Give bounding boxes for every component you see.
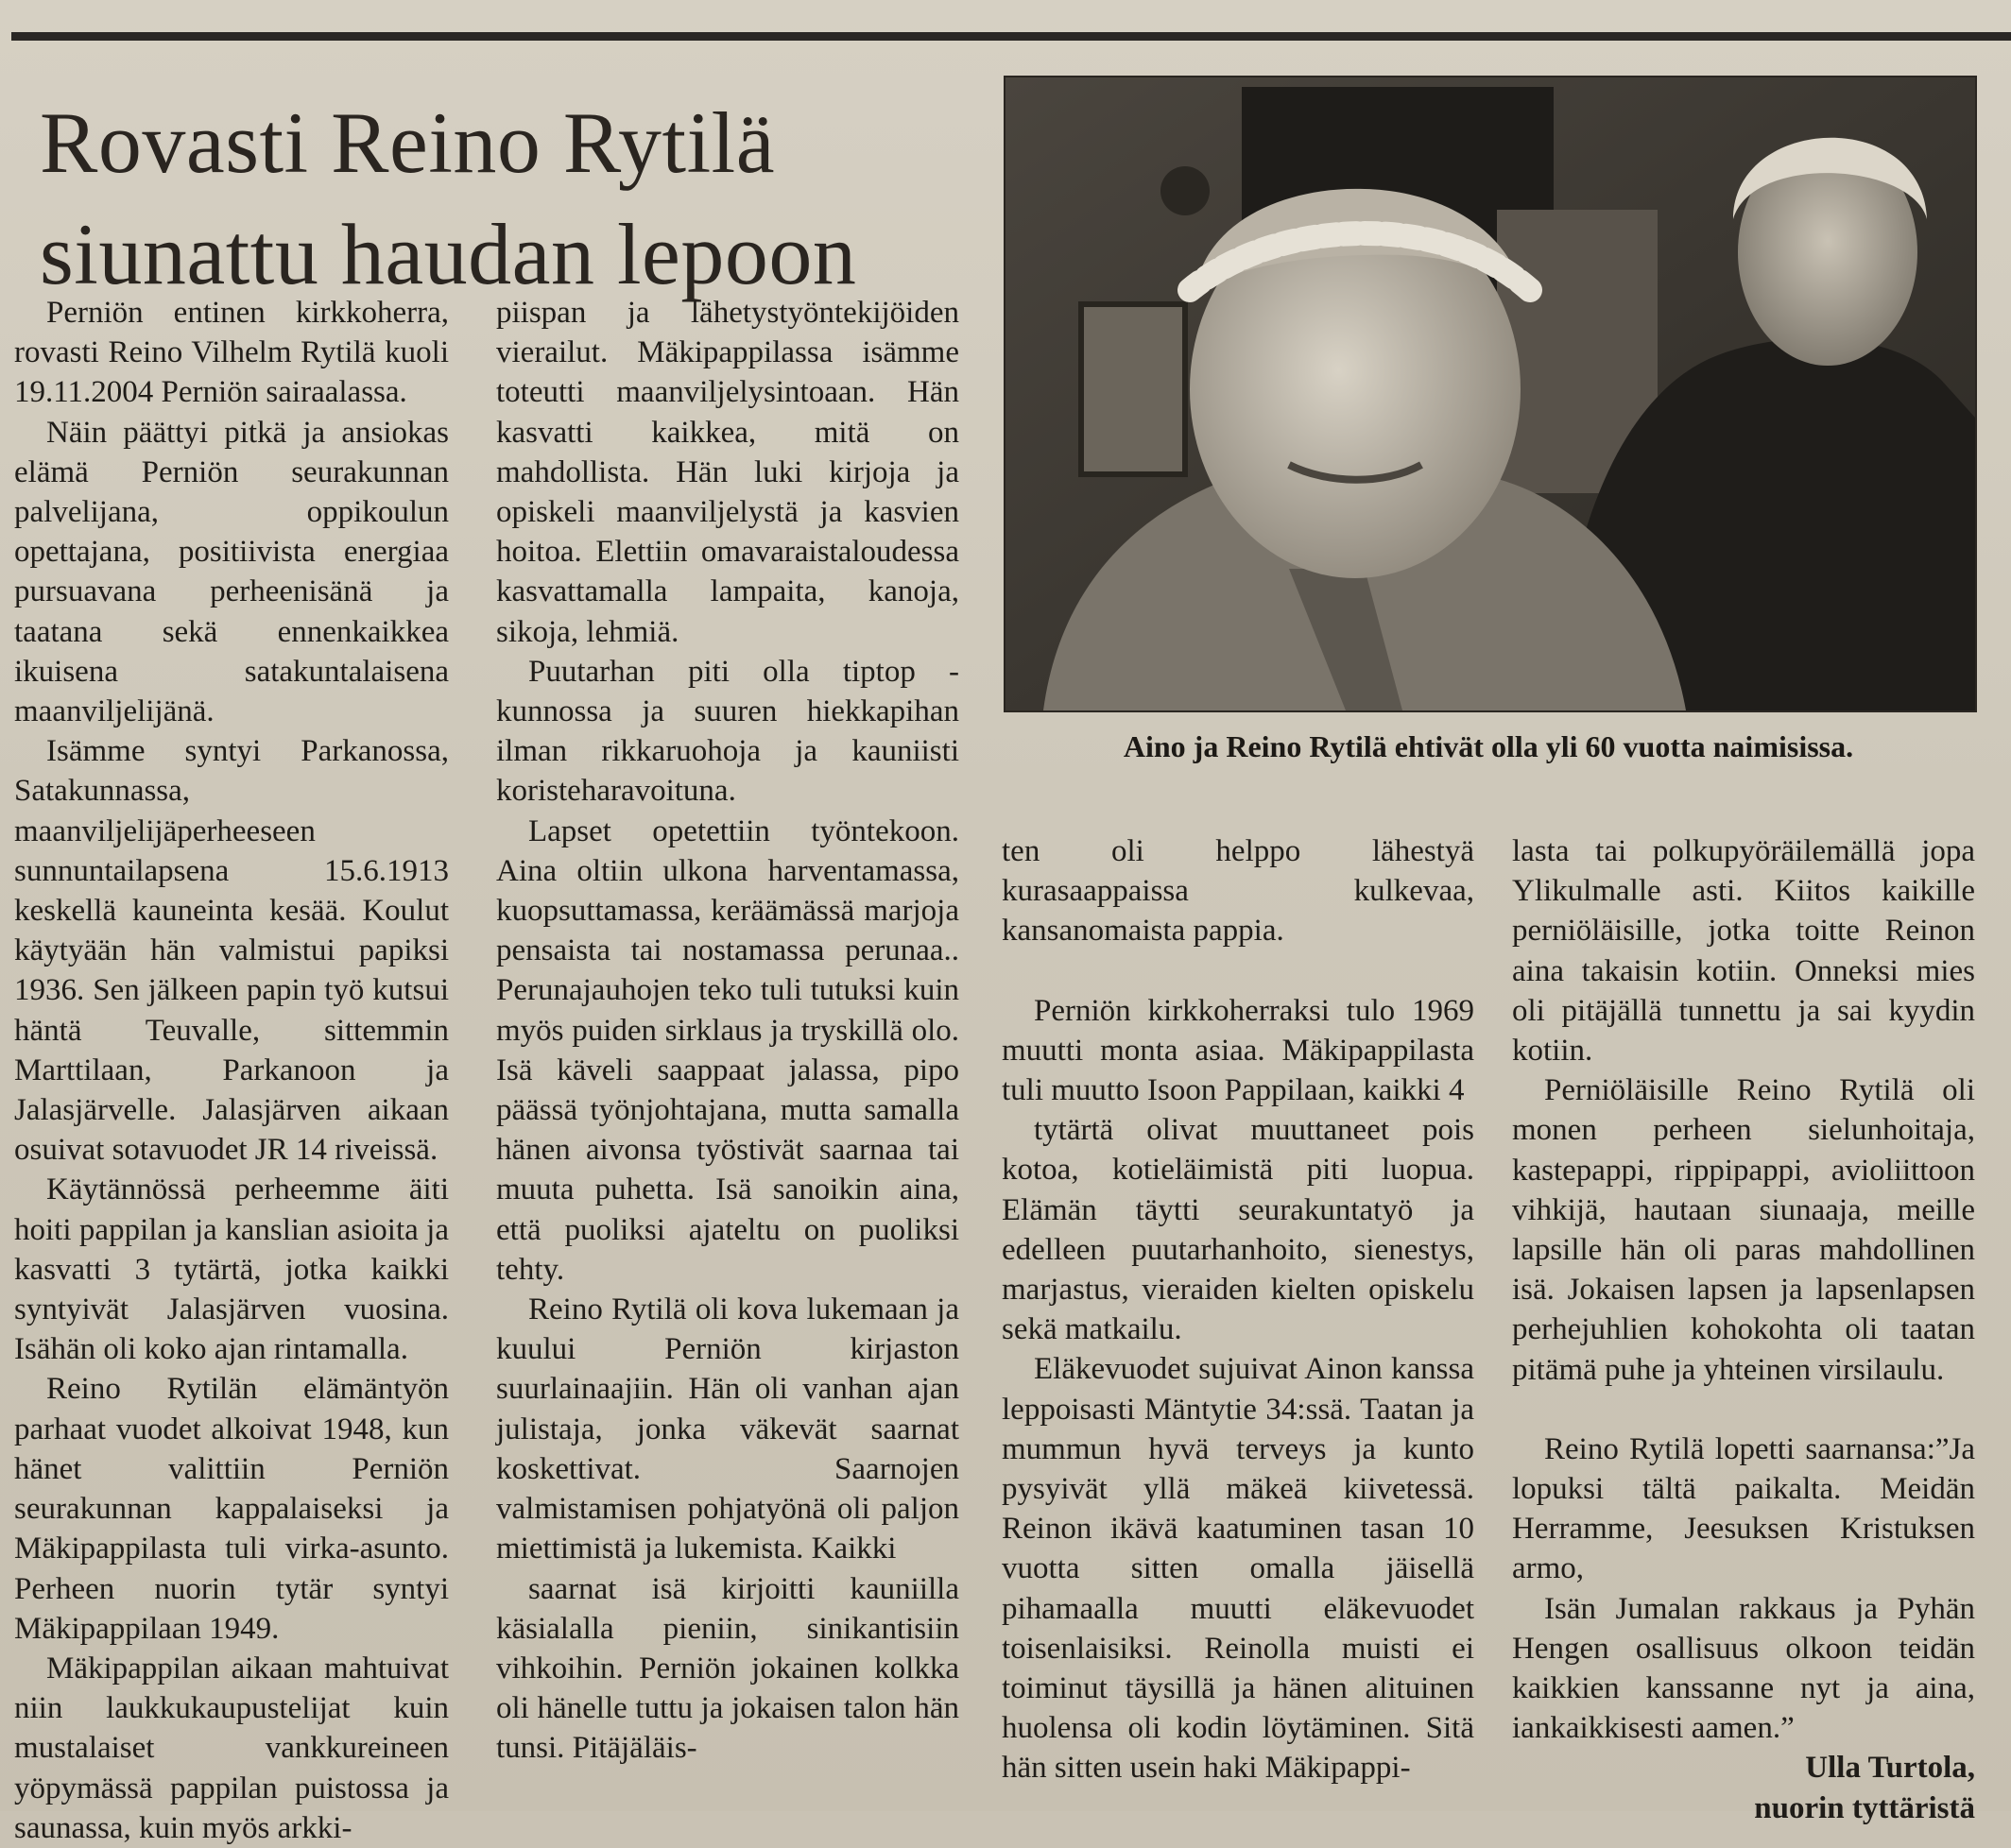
paragraph: saarnat isä kirjoitti kauniilla käsialalla pieniin, sinikantisiin vihkoihin. Perniön jokainen kolkka oli hänelle tuttu ja jokaisen talon hän tunsi. Pitäjäläis- bbox=[496, 1571, 959, 1766]
headline-line-2: siunattu haudan lepoon bbox=[40, 206, 857, 302]
paragraph: Perniön entinen kirkkoherra, rovasti Reino Vilhelm Rytilä kuoli 19.11.2004 Perniön sairaalassa. bbox=[14, 296, 449, 410]
paragraph: Isämme syntyi Parkanossa, Satakunnassa, maanviljelijäperheeseen sunnuntailapsena 15.6.1913 keskellä kauneinta kesää. Koulut käytyään hän valmistui papiksi 1936. Sen jälkeen papin työ kutsui häntä Teuvalle, sittemmin Marttilaan, Parkanoon ja Jalasjärvelle. Jalasjärven aikaan osuivat sotavuodet JR 14 riveissä. bbox=[14, 734, 449, 1168]
article-column-2 bbox=[496, 293, 959, 1769]
paragraph: Perniöläisille Reino Rytilä oli monen perheen sielunhoitaja, kastepappi, rippipappi, avioliittoon vihkijä, hautaan siunaaja, meille lapsille hän oli paras mahdollinen isä. Jokaisen lapsen ja lapsenlapsen perhejuhlien kohokohta oli taatan pitämä puhe ja yhteinen virsilaulu. bbox=[1512, 1073, 1975, 1387]
paragraph: Puutarhan piti olla tiptop -kunnossa ja suuren hiekkapihan ilman rikkaruohoja ja kauniisti koristeharavoituna. bbox=[496, 654, 959, 809]
signature-role: nuorin tyttäristä bbox=[1754, 1790, 1975, 1825]
paragraph: Reino Rytilä oli kova lukemaan ja kuului Perniön kirjaston suurlainaajiin. Hän oli vanhan ajan julistaja, jonka väkevät saarnat koskettivat. Saarnojen valmistamisen pohjatyönä oli paljon miettimistä ja lukemista. Kaikki bbox=[496, 1292, 959, 1566]
paragraph: Lapset opetettiin työntekoon. Aina oltiin ulkona harventamassa, kuopsuttamassa, keräämässä marjoja pensaista tai nostamassa perunaa.. Perunajauhojen teko tuli tutuksi kuin myös puiden sirklaus ja tryskillä olo. Isä käveli saappaat jalassa, pipo päässä työnjohtajana, mutta samalla hänen aivonsa työstivät saarnaa tai muuta puhetta. Isä sanoikin aina, että puoliksi ajateltu on puoliksi tehty. bbox=[496, 813, 959, 1287]
headline-line-1: Rovasti Reino Rytilä bbox=[40, 94, 776, 191]
paragraph: Reino Rytilän elämäntyön parhaat vuodet alkoivat 1948, kun hänet valittiin Perniön seurakunnan kappalaiseksi ja Mäkipappilasta tuli virka-asunto. Perheen nuorin tytär syntyi Mäkipappilaan 1949. bbox=[14, 1372, 449, 1646]
couple-photo-illustration bbox=[1006, 77, 1975, 710]
paragraph: Mäkipappilan aikaan mahtuivat niin laukkukaupustelijat kuin mustalaiset vankkureineen yöpymässä pappilan puistossa ja saunassa, kuin myös arkki- bbox=[14, 1651, 449, 1845]
photo-caption: Aino ja Reino Rytilä ehtivät olla yli 60 vuotta naimisissa. bbox=[1123, 729, 1854, 763]
signature bbox=[1512, 1748, 1975, 1827]
article-column-1 bbox=[14, 293, 449, 1848]
signature-name: Ulla Turtola, bbox=[1805, 1751, 1975, 1786]
paragraph: Reino Rytilä lopetti saarnansa:”Ja lopuksi tältä paikalta. Meidän Herramme, Jeesuksen Kristuksen armo, bbox=[1512, 1431, 1975, 1586]
paragraph: lasta tai polkupyöräilemällä jopa Ylikulmalle asti. Kiitos kaikille perniöläisille, jotka toitte Reinon aina takaisin kotiin. Onneksi mies oli pitäjällä tunnettu ja sai kyydin kotiin. bbox=[1512, 834, 1975, 1069]
article-column-3 bbox=[1002, 831, 1474, 1788]
paragraph: ten oli helppo lähestyä kurasaappaissa kulkevaa, kansanomaista pappia. bbox=[1002, 834, 1474, 949]
top-rule bbox=[11, 32, 2011, 41]
paragraph: tytärtä olivat muuttaneet pois kotoa, kotieläimistä piti luopua. Elämän täytti seurakuntatyö ja edelleen puutarhanhoito, sienestys, marjastus, vieraiden kielten opiskelu sekä matkailu. bbox=[1002, 1113, 1474, 1347]
paragraph: Perniön kirkkoherraksi tulo 1969 muutti monta asiaa. Mäkipappilasta tuli muutto Isoon Pappilaan, kaikki 4 bbox=[1002, 993, 1474, 1108]
paragraph: piispan ja lähetystyöntekijöiden vierailut. Mäkipappilassa isämme toteutti maanviljelysintoaan. Hän kasvatti kaikkea, mitä on mahdollista. Hän luki kirjoja ja opiskeli maanviljelystä ja kasvien hoitoa. Elettiin omavaraistaloudessa kasvattamalla lampaita, kanoja, sikoja, lehmiä. bbox=[496, 296, 959, 649]
article-column-4 bbox=[1512, 831, 1975, 1828]
headline bbox=[40, 87, 985, 310]
paragraph: Isän Jumalan rakkaus ja Pyhän Hengen osallisuus olkoon teidän kaikkien kanssanne nyt ja aina, iankaikkisesti aamen.” bbox=[1512, 1591, 1975, 1746]
paragraph: Eläkevuodet sujuivat Ainon kanssa leppoisasti Mäntytie 34:ssä. Taatan ja mummun hyvä terveys ja kunto pysyivät yllä mäkeä kiivetessä. Reinon ikävä kaatuminen tasan 10 vuotta sitten omalla jäisellä pihamaalla muutti eläkevuodet toisenlaisiksi. Reinolla muisti ei toiminut täysillä ja hänen alituinen huolensa oli kodin löytäminen. Sitä hän sitten usein haki Mäkipappi- bbox=[1002, 1352, 1474, 1786]
paragraph: Näin päättyi pitkä ja ansiokas elämä Perniön seurakunnan palvelijana, oppikoulun opettajana, positiivista energiaa pursuavana perheenisänä ja taatana sekä ennenkaikkea ikuisena satakuntalaisena maanviljelijänä. bbox=[14, 415, 449, 729]
couple-photo bbox=[1004, 76, 1977, 712]
paragraph: Käytännössä perheemme äiti hoiti pappilan ja kanslian asioita ja kasvatti 3 tytärtä, jotka kaikki syntyivät Jalasjärven vuosina. Isähän oli koko ajan rintamalla. bbox=[14, 1172, 449, 1367]
